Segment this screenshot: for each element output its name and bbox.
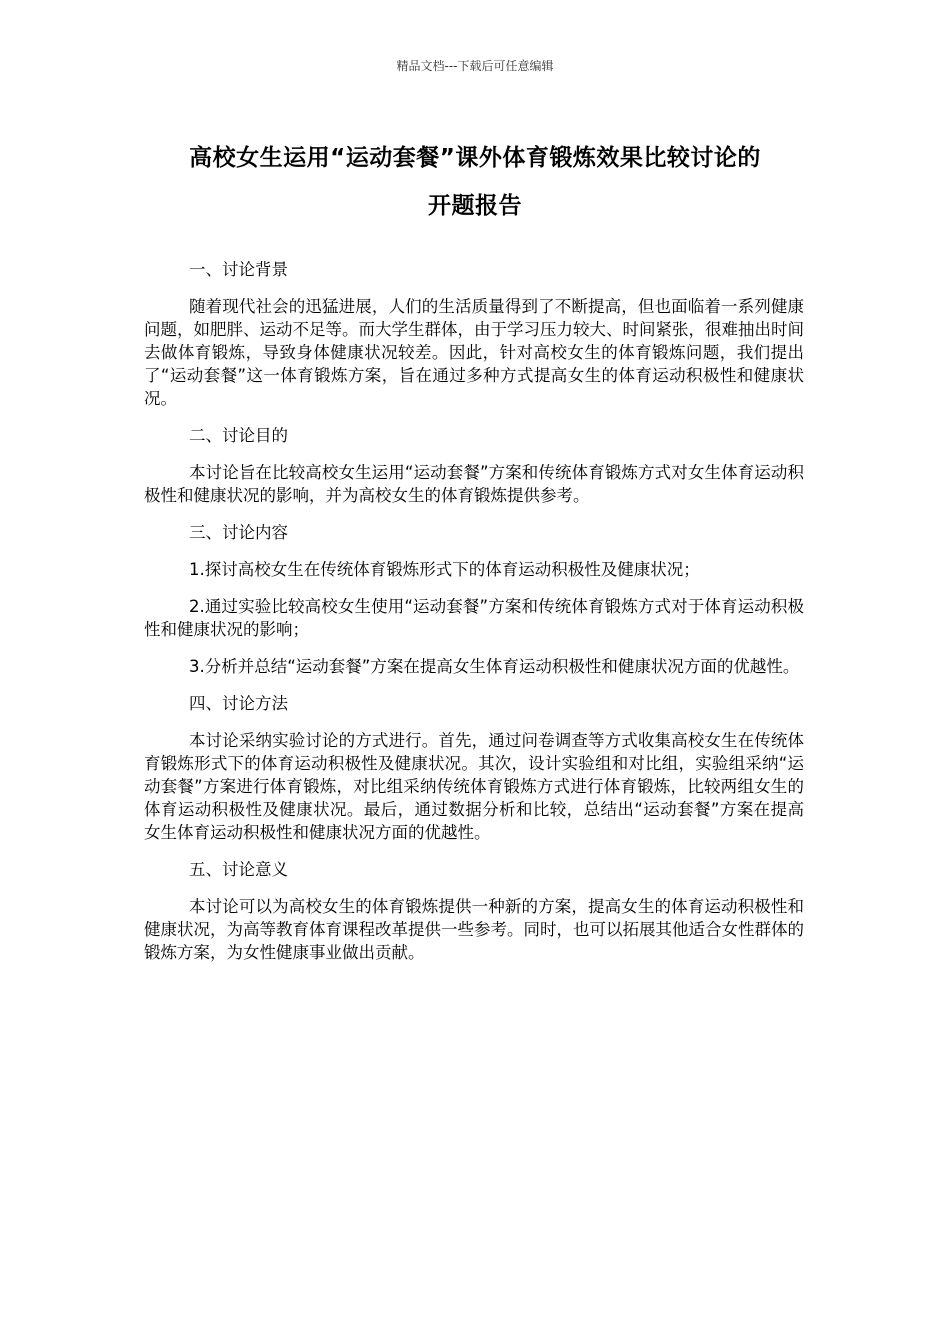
- section-text-significance: 本讨论可以为高校女生的体育锻炼提供一种新的方案，提高女生的体育运动积极性和健康状况，为高等教育体育课程改革提供一些参考。同时，也可以拓展其他适合女性群体的锻炼方案，为女性健康事业做出贡献。: [144, 897, 804, 962]
- document-body: [144, 258, 804, 978]
- content-item-2: 2.通过实验比较高校女生使用“运动套餐”方案和传统体育锻炼方式对于体育运动积极性和健康状况的影响；: [144, 597, 804, 639]
- section-text-background: 随着现代社会的迅猛进展，人们的生活质量得到了不断提高，但也面临着一系列健康问题，如肥胖、运动不足等。而大学生群体，由于学习压力较大、时间紧张，很难抽出时间去做体育锻炼，导致身体健康状况较差。因此，针对高校女生的体育锻炼问题，我们提出了“运动套餐”这一体育锻炼方案，旨在通过多种方式提高女生的体育运动积极性和健康状况。: [144, 297, 804, 408]
- section-text-method: 本讨论采纳实验讨论的方式进行。首先，通过问卷调查等方式收集高校女生在传统体育锻炼形式下的体育运动积极性及健康状况。其次，设计实验组和对比组，实验组采纳“运动套餐”方案进行体育锻炼，对比组采纳传统体育锻炼方式进行体育锻炼，比较两组女生的体育运动积极性及健康状况。最后，通过数据分析和比较，总结出“运动套餐”方案在提高女生体育运动积极性和健康状况方面的优越性。: [144, 731, 804, 842]
- title-line-1: 高校女生运用“运动套餐”课外体育锻炼效果比较讨论的: [189, 145, 761, 171]
- header-note: 精品文档---下载后可任意编辑: [396, 59, 554, 73]
- content-item-1: 1.探讨高校女生在传统体育锻炼形式下的体育运动积极性及健康状况；: [189, 560, 700, 579]
- title-line-2: 开题报告: [428, 193, 522, 219]
- section-heading-background: 一、讨论背景: [189, 260, 288, 279]
- content-item-3: 3.分析并总结“运动套餐”方案在提高女生体育运动积极性和健康状况方面的优越性。: [189, 657, 800, 676]
- section-heading-significance: 五、讨论意义: [189, 860, 288, 879]
- section-heading-content: 三、讨论内容: [189, 523, 288, 542]
- document-title: [130, 134, 820, 230]
- section-heading-method: 四、讨论方法: [189, 694, 288, 713]
- section-heading-purpose: 二、讨论目的: [189, 426, 288, 445]
- section-text-purpose: 本讨论旨在比较高校女生运用“运动套餐”方案和传统体育锻炼方式对女生体育运动积极性和健康状况的影响，并为高校女生的体育锻炼提供参考。: [144, 463, 804, 505]
